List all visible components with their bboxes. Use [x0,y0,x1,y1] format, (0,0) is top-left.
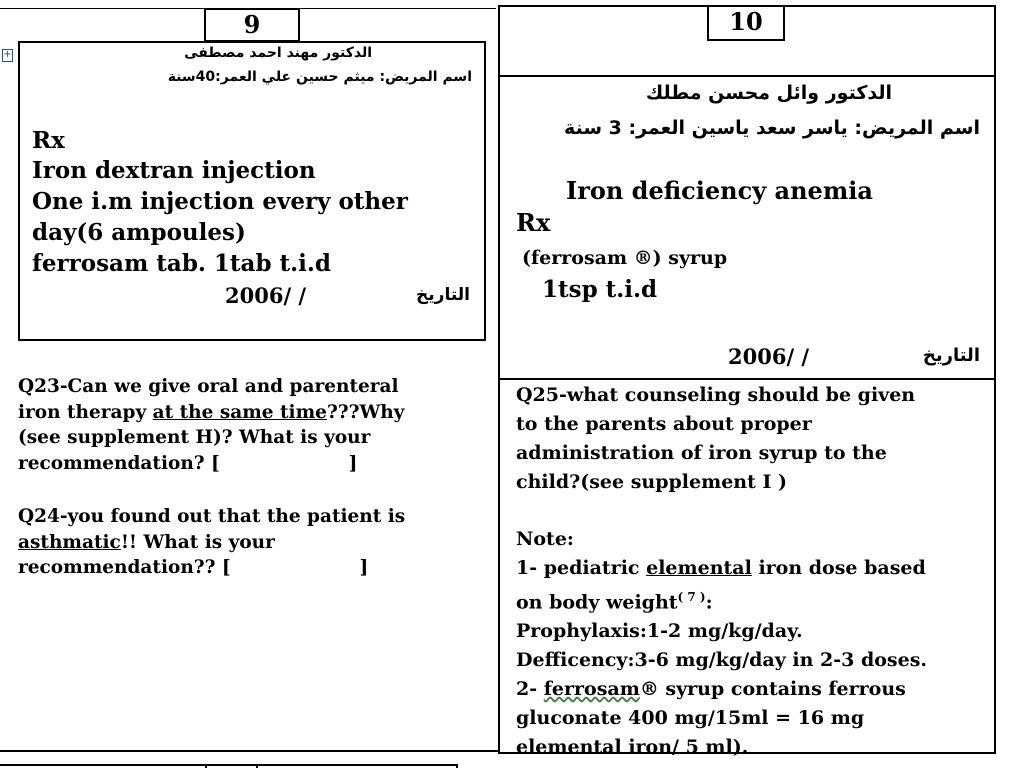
q23-line-2 [18,400,404,426]
card10-dose: 1tsp t.i.d [542,276,658,303]
q24-line-2-post: !! What is your [120,531,275,553]
card10-number: 10 [729,7,763,36]
note-line-6: gluconate 400 mg/15ml = 16 mg [516,707,865,730]
card10-header-divider [500,75,994,77]
question-24 [18,504,405,581]
card10-diagnosis: Iron deficiency anemia [566,176,873,205]
card10-drug: (ferrosam ®) syrup [522,247,728,269]
card10-patient: اسم المريض: ياسر سعد ياسين العمر: 3 سنة [564,117,980,139]
q23-underlined: at the same time [152,401,327,423]
note-line-5 [516,675,927,704]
expand-icon[interactable]: + [3,49,12,60]
bottom-table-divider-1 [205,764,207,768]
card9-doctor: الدكتور مهند احمد مصطفى [184,45,372,61]
q24-line-2 [18,530,405,556]
note-line-7: elemental iron/ 5 ml). [516,736,749,759]
question-25 [516,381,915,497]
bottom-rule [0,750,498,752]
note-line-1 [516,554,927,583]
card9-line-1: Iron dextran injection [32,157,316,184]
q24-line-3: recommendation?? [ ] [18,557,369,578]
bottom-table-top [0,764,458,766]
card9-line-4: ferrosam tab. 1tab t.i.d [32,250,331,277]
card9-prescription [18,41,486,341]
card9-line-2: One i.m injection every other [32,188,408,215]
note-l5-pre: 2- [516,678,544,701]
q23-line-3: (see supplement H)? What is your [18,427,371,448]
q24-line-1: Q24-you found out that the patient is [18,506,406,527]
note-title: Note: [516,528,574,550]
note-ferrosam: ferrosam [543,678,640,701]
q25-line-2: to the parents about proper [516,413,812,435]
card9-patient: اسم المريض: ميثم حسين علي العمر:40سنة [167,69,472,85]
note-section [516,525,927,762]
q25-line-3: administration of iron syrup to the [516,442,887,464]
question-23 [18,374,404,476]
q23-line-2-post: ???Why [326,401,405,423]
q24-underlined: asthmatic [18,531,121,553]
note-elemental: elemental [646,557,752,579]
q23-line-2-pre: iron therapy [18,401,153,423]
card9-number-box [204,8,300,42]
q25-line-1: Q25-what counseling should be given [516,384,916,406]
card10-date-label: التاريخ [922,345,980,366]
bottom-table-divider-3 [456,764,458,768]
note-l2-text: on body weight [516,591,678,614]
card9-number: 9 [243,10,261,39]
note-l1-pre: 1- pediatric [516,557,647,579]
note-line-2 [516,583,927,617]
card9-date-value: 2006/ / [225,283,307,308]
q23-line-1: Q23-Can we give oral and parenteral [18,376,399,397]
note-l2-end: : [705,591,713,614]
card9-date-label: التاريخ [416,285,470,305]
note-l1-post: iron dose based [751,557,926,579]
card10-section-divider [500,378,994,380]
card10-doctor: الدكتور وائل محسن مطلك [645,82,892,104]
note-line-4: Defficency:3-6 mg/kg/day in 2-3 doses. [516,649,928,672]
note-reference: ( 7 ) [677,590,706,604]
card10-number-box [707,5,785,41]
card9-line-3: day(6 ampoules) [32,219,246,246]
q25-line-4: child?(see supplement I ) [516,471,787,493]
note-l5-post: ® syrup contains ferrous [639,678,906,701]
card9-rx: Rx [32,127,65,154]
bottom-table-divider-2 [256,764,258,768]
card10-date-value: 2006/ / [728,344,810,369]
card10-rx: Rx [516,208,551,237]
note-line-3: Prophylaxis:1-2 mg/kg/day. [516,620,803,643]
q23-line-4: recommendation? [ ] [18,452,358,474]
